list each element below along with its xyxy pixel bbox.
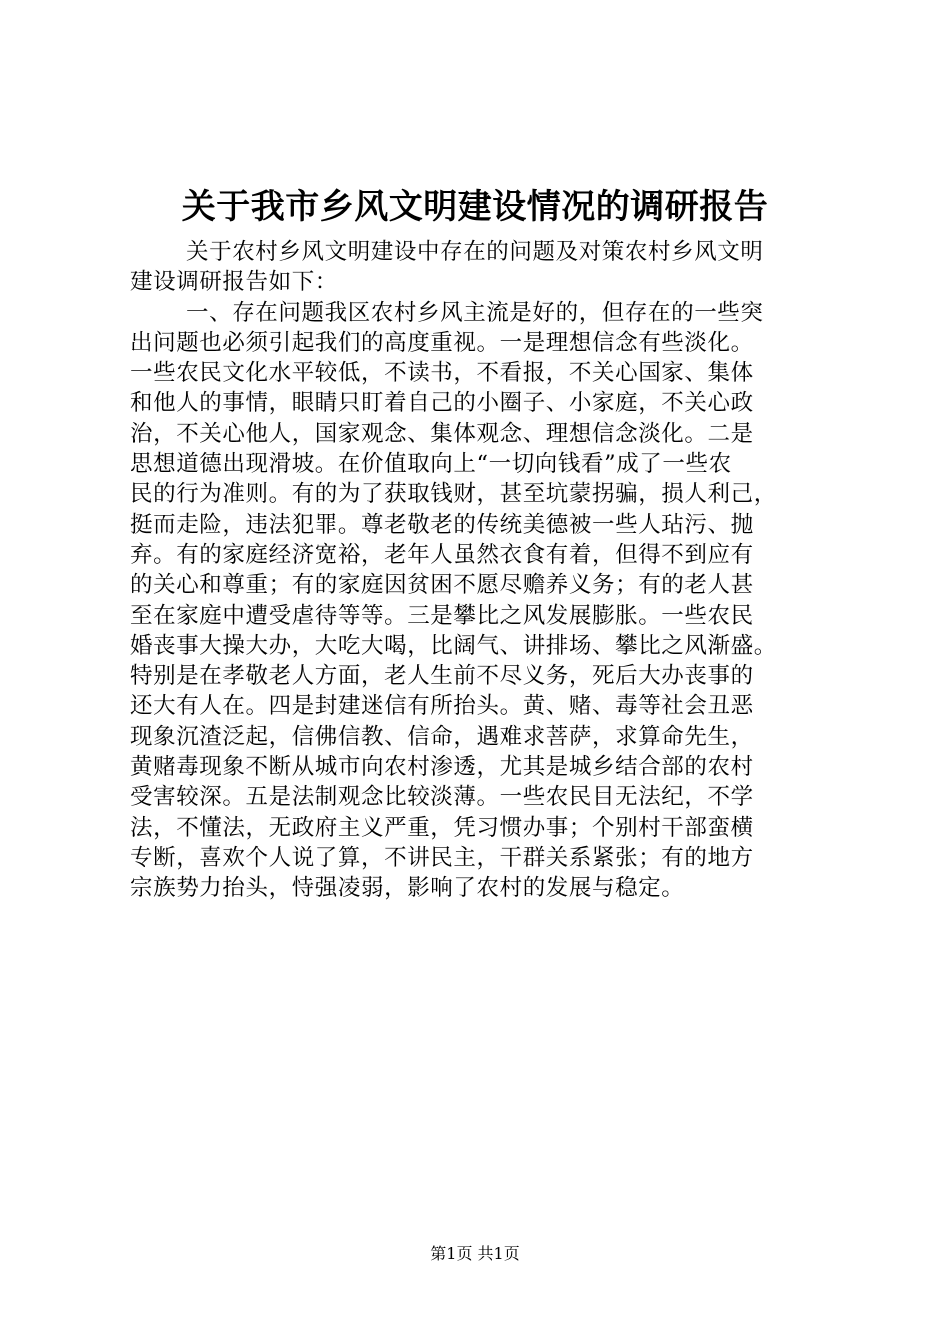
document-title: 关于我市乡风文明建设情况的调研报告	[181, 187, 769, 227]
paragraph-line: 特别是在孝敬老人方面，老人生前不尽义务，死后大办丧事的	[130, 663, 754, 690]
paragraph-line: 挺而走险，违法犯罪。尊老敬老的传统美德被一些人玷污、抛	[130, 511, 754, 538]
paragraph-line: 受害较深。五是法制观念比较淡薄。一些农民目无法纪，不学	[130, 784, 754, 811]
paragraph-line: 出问题也必须引起我们的高度重视。一是理想信念有些淡化。	[130, 329, 754, 356]
paragraph-line: 思想道德出现滑坡。在价值取向上“一切向钱看”成了一些农	[130, 451, 732, 478]
paragraph-line: 的关心和尊重；有的家庭因贫困不愿尽赡养义务；有的老人甚	[130, 572, 754, 599]
paragraph-line: 至在家庭中遭受虐待等等。三是攀比之风发展膨胀。一些农民	[130, 602, 754, 629]
paragraph-line: 建设调研报告如下：	[130, 269, 338, 296]
paragraph-line: 一、存在问题我区农村乡风主流是好的，但存在的一些突	[186, 299, 764, 326]
paragraph-line: 现象沉渣泛起，信佛信教、信命，遇难求菩萨，求算命先生，	[130, 723, 754, 750]
paragraph-line: 民的行为准则。有的为了获取钱财，甚至坑蒙拐骗，损人利己，	[130, 481, 777, 508]
paragraph-line: 法，不懂法，无政府主义严重，凭习惯办事；个别村干部蛮横	[130, 814, 754, 841]
paragraph-line: 关于农村乡风文明建设中存在的问题及对策农村乡风文明	[186, 239, 764, 265]
paragraph-line: 一些农民文化水平较低，不读书，不看报，不关心国家、集体	[130, 360, 754, 387]
paragraph-line: 宗族势力抬头，恃强凌弱，影响了农村的发展与稳定。	[130, 875, 685, 902]
paragraph-line: 婚丧事大操大办，大吃大喝，比阔气、讲排场、攀比之风渐盛。	[130, 632, 777, 659]
paragraph-line: 还大有人在。四是封建迷信有所抬头。黄、赌、毒等社会丑恶	[130, 693, 754, 720]
paragraph-line: 治，不关心他人，国家观念、集体观念、理想信念淡化。二是	[130, 420, 754, 447]
page-footer: 第1页 共1页	[430, 1244, 520, 1263]
paragraph-line: 专断，喜欢个人说了算，不讲民主，干群关系紧张；有的地方	[130, 844, 754, 871]
document-body	[130, 237, 830, 904]
paragraph-line: 黄赌毒现象不断从城市向农村渗透，尤其是城乡结合部的农村	[130, 754, 754, 781]
paragraph-line: 和他人的事情，眼睛只盯着自己的小圈子、小家庭，不关心政	[130, 390, 754, 417]
paragraph-line: 弃。有的家庭经济宽裕，老年人虽然衣食有着，但得不到应有	[130, 541, 754, 568]
